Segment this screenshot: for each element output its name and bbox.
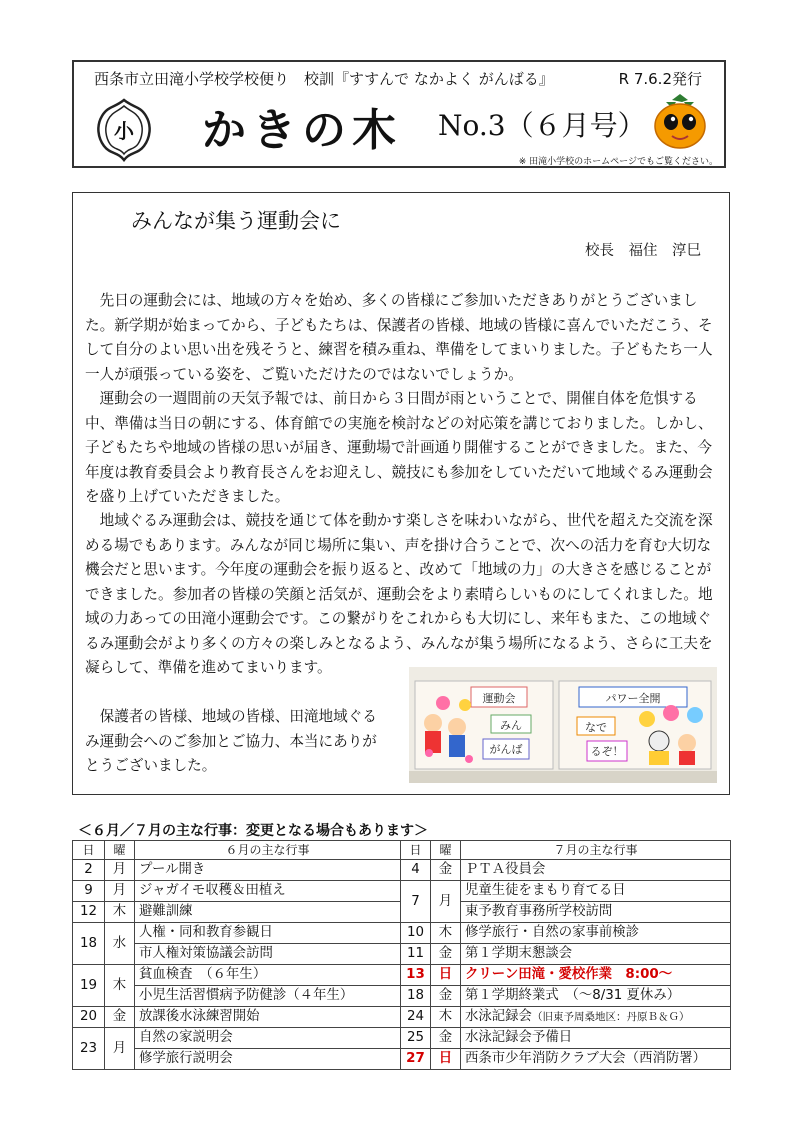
homepage-note: ※ 田滝小学校のホームページでもご覧ください。 <box>518 157 718 167</box>
july-event: 水泳記録会予備日 <box>461 1028 731 1049</box>
july-event: 第１学期末懇談会 <box>461 944 731 965</box>
issue-number: No.3（６月号） <box>438 109 646 142</box>
svg-text:パワー全開: パワー全開 <box>605 692 661 705</box>
table-row <box>73 881 731 902</box>
table-row <box>73 923 731 944</box>
banner-illustration <box>409 667 717 783</box>
article-paragraph: 保護者の皆様、地域の皆様、田滝地域ぐるみ運動会へのご参加とご協力、本当にありがとうございました。 <box>85 708 377 774</box>
header-day: 日 <box>73 841 105 860</box>
june-day: 23 <box>73 1028 105 1070</box>
july-event-note: （旧東予周桑地区：丹原Ｂ＆Ｇ） <box>531 1011 690 1023</box>
header-july: ７月の主な行事 <box>461 841 731 860</box>
article-paragraph: 運動会の一週間前の天気予報では、前日から３日間が雨ということで、開催自体を危惧する中、準備は当日の朝にする、体育館での実施を検討などの対応策を講じておりました。しかし、子どもたちや地域の皆様の思いが届き、運動場で計画通り開催することができました。また、今年度は教育委員会より教育長さんをお迎えし、競技にも参加をしていただいて地域ぐるみ運動会を盛り上げていただきました。 <box>85 390 713 505</box>
svg-text:小: 小 <box>114 119 134 143</box>
svg-text:みん: みん <box>500 719 522 732</box>
table-row <box>73 986 731 1007</box>
june-event: 市人権対策協議会訪問 <box>135 944 401 965</box>
svg-text:がんば: がんば <box>489 743 523 756</box>
july-day: 7 <box>401 881 431 923</box>
june-weekday: 月 <box>105 881 135 902</box>
june-event: 人権・同和教育参観日 <box>135 923 401 944</box>
newsletter-title: かきの木 <box>202 105 402 156</box>
june-event: ジャガイモ収穫＆田植え <box>135 881 401 902</box>
table-row <box>73 860 731 881</box>
june-event: 自然の家説明会 <box>135 1028 401 1049</box>
july-event: 東予教育事務所学校訪問 <box>461 902 731 923</box>
july-day: 18 <box>401 986 431 1007</box>
july-event: 西条市少年消防クラブ大会（西消防署） <box>461 1049 731 1070</box>
issue-date: R 7.6.2発行 <box>618 70 702 88</box>
july-event: 児童生徒をまもり育てる日 <box>461 881 731 902</box>
article-paragraph: 地域ぐるみ運動会は、競技を通じて体を動かす楽しさを味わいながら、世代を超えた交流を深める場でもあります。みんなが同じ場所に集い、声を掛け合うことで、次への活力を育む大切な機会だと思います。今年度の運動会を振り返ると、改めて「地域の力」の大きさを感じることができました。参加者の皆様の笑顔と活気が、運動会をより素晴らしいものにしてくれました。地域の力あっての田滝小運動会です。この繋がりをこれからも大切にし、来年もまた、この地域ぐるみ運動会がより多くの方々の楽しみとなるよう、みんなが集う場所になるよう、さらに工夫を凝らして、準備を進めてまいります。 <box>85 512 713 676</box>
july-event: クリーン田滝・愛校作業 8:00～ <box>461 965 731 986</box>
school-motto-line: 西条市立田滝小学校学校便り 校訓『すすんで なかよく がんばる』 <box>94 70 554 88</box>
table-row <box>73 1007 731 1028</box>
july-weekday: 金 <box>431 944 461 965</box>
july-day: 10 <box>401 923 431 944</box>
header-june: ６月の主な行事 <box>135 841 401 860</box>
table-row <box>73 944 731 965</box>
newsletter-header <box>72 60 726 168</box>
school-emblem-icon <box>94 98 154 162</box>
july-weekday: 月 <box>431 881 461 923</box>
june-weekday: 木 <box>105 965 135 1007</box>
svg-text:るぞ！: るぞ！ <box>590 745 624 758</box>
july-day: 24 <box>401 1007 431 1028</box>
july-event-text: 水泳記録会 <box>465 1009 532 1024</box>
schedule-title: ＜６月／７月の主な行事：変更となる場合もあります＞ <box>78 823 428 839</box>
june-weekday: 金 <box>105 1007 135 1028</box>
june-weekday: 月 <box>105 860 135 881</box>
june-event: 避難訓練 <box>135 902 401 923</box>
june-event: プール開き <box>135 860 401 881</box>
july-day: 27 <box>401 1049 431 1070</box>
svg-text:運動会: 運動会 <box>482 692 516 705</box>
july-event: 第１学期終業式 （～8/31 夏休み） <box>461 986 731 1007</box>
july-weekday: 木 <box>431 923 461 944</box>
table-row <box>73 1049 731 1070</box>
june-day: 12 <box>73 902 105 923</box>
june-day: 20 <box>73 1007 105 1028</box>
header-weekday: 曜 <box>105 841 135 860</box>
july-weekday: 日 <box>431 965 461 986</box>
june-event: 放課後水泳練習開始 <box>135 1007 401 1028</box>
header-weekday: 曜 <box>431 841 461 860</box>
article-paragraph: 先日の運動会には、地域の方々を始め、多くの皆様にご参加いただきありがとうございました。新学期が始まってから、子どもたちは、保護者の皆様、地域の皆様に喜んでいただこう、そして自分のよい思い出を残そうと、練習を積み重ね、準備をしてまいりました。子どもたち一人一人が頑張っている姿を、ご覧いただけたのではないでしょうか。 <box>85 292 713 383</box>
june-weekday: 月 <box>105 1028 135 1070</box>
july-weekday: 木 <box>431 1007 461 1028</box>
june-event: 修学旅行説明会 <box>135 1049 401 1070</box>
june-day: 19 <box>73 965 105 1007</box>
june-day: 9 <box>73 881 105 902</box>
table-header-row <box>73 841 731 860</box>
july-weekday: 金 <box>431 986 461 1007</box>
june-event: 貧血検査 （６年生） <box>135 965 401 986</box>
table-row <box>73 965 731 986</box>
june-weekday: 木 <box>105 902 135 923</box>
july-day: 13 <box>401 965 431 986</box>
june-event: 小児生活習慣病予防健診（４年生） <box>135 986 401 1007</box>
principal-article <box>72 192 730 795</box>
svg-text:なで: なで <box>585 721 607 734</box>
persimmon-mascot-icon <box>652 92 708 150</box>
table-row <box>73 1028 731 1049</box>
header-day: 日 <box>401 841 431 860</box>
july-day: 11 <box>401 944 431 965</box>
july-event <box>461 1007 731 1028</box>
july-event: 修学旅行・自然の家事前検診 <box>461 923 731 944</box>
july-day: 4 <box>401 860 431 881</box>
july-weekday: 金 <box>431 1028 461 1049</box>
july-day: 25 <box>401 1028 431 1049</box>
sports-day-photo <box>409 667 717 783</box>
article-author: 校長 福住 淳巳 <box>585 243 701 259</box>
july-weekday: 日 <box>431 1049 461 1070</box>
july-weekday: 金 <box>431 860 461 881</box>
june-day: 2 <box>73 860 105 881</box>
july-event: ＰＴＡ役員会 <box>461 860 731 881</box>
june-day: 18 <box>73 923 105 965</box>
june-weekday: 水 <box>105 923 135 965</box>
article-title: みんなが集う運動会に <box>131 209 341 233</box>
events-table <box>72 840 731 1070</box>
